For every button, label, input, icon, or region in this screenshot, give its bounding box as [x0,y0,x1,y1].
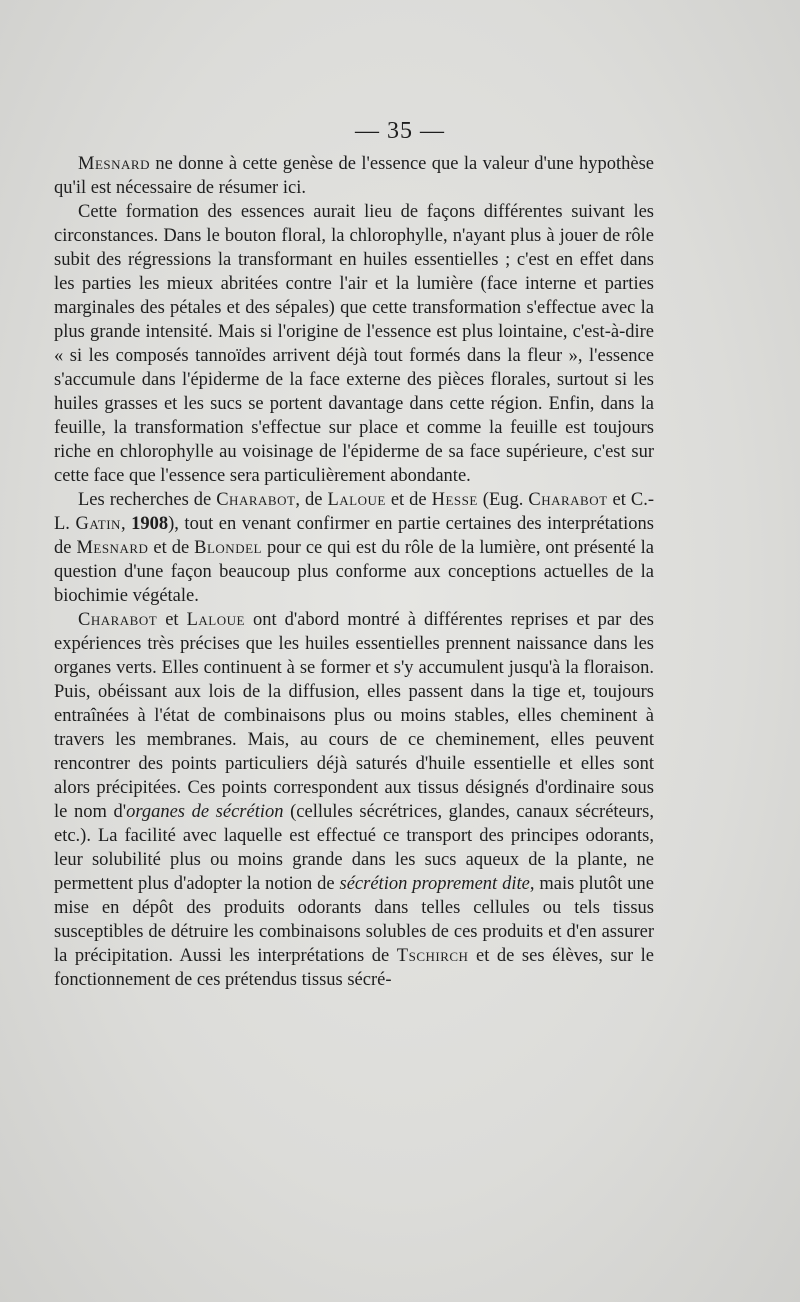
body-text [54,152,654,992]
text-run: et de [385,490,432,510]
paragraph [54,200,654,488]
author-name: Laloue [186,610,245,630]
author-name: Mesnard [78,154,150,174]
paragraph [54,152,654,200]
author-name: Gatin [75,514,121,534]
text-run: ), tout en venant confirmer en partie certaines des interprétations de [54,514,654,558]
text-run: et [157,610,187,630]
paragraph [54,488,654,608]
text-run: pour ce qui est du rôle de la lumière, ont présenté la question d'une façon beaucoup plus conforme aux conceptions actuelles de la biochimie végétale. [54,538,654,606]
text-run: ont d'abord montré à différentes reprises et par des expériences très précises que les huiles essentielles prennent naissance dans les organes verts. Elles continuent à se former et s'y accumulent jusqu'à la floraison. Puis, obéissant aux lois de la diffusion, elles passent dans la tige et, toujours entraînées à l'état de combinaisons plus ou moins stables, elles cheminent à travers les membranes. Mais, au cours de ce cheminement, elles peuvent rencontrer des points particuliers déjà saturés d'huile essentielle et elles sont alors précipitées. Ces points correspondent aux tissus désignés d'ordinaire sous le nom d' [54,610,654,822]
text-run: , [120,514,132,534]
paragraph [54,608,654,992]
author-name: Charabot [78,610,158,630]
text-run: et de [148,538,195,558]
page-number: — 35 — [355,118,445,144]
author-name: Tschirch [396,946,469,966]
author-name: Charabot [216,490,296,510]
text-run: (cellules sécrétrices, glandes, canaux sécréteurs, etc.). La facilité avec laquelle est effectué ce transport des principes odorants, leur solubilité plus ou moins grande dans les sucs aqueux de la plante, ne permettent plus d'adopter la notion de [54,802,655,894]
text-run: Cette formation des essences aurait lieu de façons différentes suivant les circonstances. Dans le bouton floral, la chlorophylle, n'ayant plus à jouer de rôle subit des régressions la transformant en huiles essentielles ; c'est en effet dans les parties les mieux abritées contre l'air et la lumière (face interne et parties marginales des pétales et des sépales) que cette transformation s'effectue avec la plus grande intensité. Mais si l'origine de l'essence est plus lointaine, c'est-à-dire « si les composés tannoïdes arrivent déjà tout formés dans la fleur », l'essence s'accumule dans l'épiderme de la face externe des pièces florales, surtout si les huiles grasses et les sucs se portent davantage dans cette région. Enfin, dans la feuille, la transformation s'effectue sur place et comme la feuille est toujours riche en chlorophylle au voisinage de l'épiderme de sa face supérieure, c'est sur cette face que l'essence sera particulièrement abondante. [54,202,654,486]
author-name: Hesse [431,490,478,510]
italic-term: organes de sécrétion [126,802,284,822]
italic-term: sécrétion proprement dite [339,874,530,894]
author-name: Charabot [528,490,608,510]
text-run: et de ses élèves, sur le fonctionnement de ces prétendus tissus sécré- [54,946,655,990]
text-run: ne donne à cette genèse de l'essence que la valeur d'une hypothèse qu'il est nécessaire de résumer ici. [54,154,654,198]
text-run: , de [295,490,328,510]
bold-year: 1908 [131,514,169,534]
author-name: Mesnard [76,538,149,558]
text-run: Les recherches de [78,490,217,510]
text-run: , mais plutôt une mise en dépôt des produits odorants dans telles cellules ou tels tissus susceptibles de détruire les combinaisons solubles de ces produits et d'en assurer la précipitation. Aussi les interprétations de [54,874,654,966]
text-run: (Eug. [477,490,529,510]
text-run: et C.-L. [54,490,655,534]
author-name: Laloue [327,490,386,510]
author-name: Blondel [194,538,262,558]
